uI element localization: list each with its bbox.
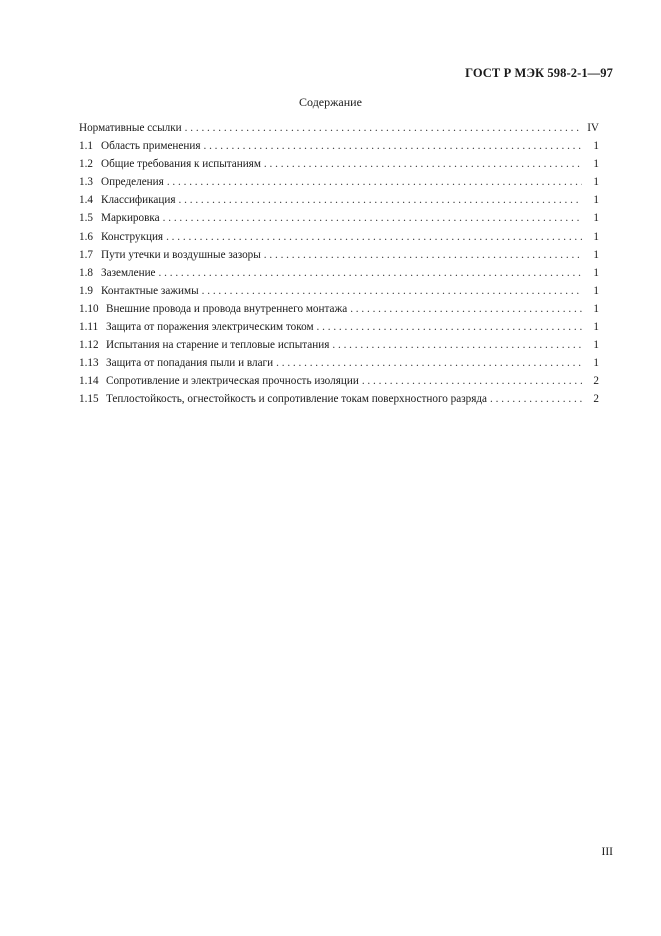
toc-leader-dots: [163, 209, 582, 227]
toc-entry-page: 2: [593, 393, 599, 406]
toc-entry-title: Контактные зажимы: [101, 284, 199, 297]
toc-entry-page: 2: [593, 375, 599, 388]
toc-leader-dots: [317, 318, 582, 336]
toc-leader-dots: [490, 390, 582, 408]
toc-entry-title: Конструкция: [101, 230, 164, 243]
toc-entry-number: 1.9: [79, 284, 93, 297]
toc-entry-page: 1: [593, 230, 599, 243]
toc-entry-page: 1: [593, 176, 599, 189]
toc-entry-1-11[interactable]: [79, 318, 599, 336]
toc-entry-number: 1.14: [79, 375, 99, 388]
toc-entry-1-3[interactable]: [79, 173, 599, 191]
toc-leader-dots: [362, 372, 582, 390]
toc-entry-number: 1.12: [79, 339, 99, 352]
toc-entry-page: 1: [593, 158, 599, 171]
toc-entry-1-1[interactable]: [79, 137, 599, 155]
toc-entry-number: 1.13: [79, 357, 99, 370]
page-number: III: [601, 846, 613, 858]
toc-leader-dots: [166, 228, 582, 246]
toc-leader-dots: [203, 137, 582, 155]
toc-entry-title: Область применения: [101, 140, 201, 153]
toc-entry-page: IV: [587, 122, 599, 134]
toc-entry-number: 1.15: [79, 393, 99, 406]
toc-entry-number: 1.8: [79, 266, 93, 279]
toc-entry-title: Общие требования к испытаниям: [101, 158, 261, 171]
toc-entry-title: Классификация: [101, 194, 176, 207]
toc-entry-1-14[interactable]: [79, 372, 599, 390]
toc-entry-1-15[interactable]: [79, 390, 599, 408]
toc-entry-page: 1: [593, 284, 599, 297]
table-of-contents: [79, 119, 599, 409]
toc-entry-1-8[interactable]: [79, 264, 599, 282]
toc-leader-dots: [264, 246, 582, 264]
toc-leader-dots: [350, 300, 582, 318]
toc-entry-page: 1: [593, 248, 599, 261]
toc-entry-title: Теплостойкость, огнестойкость и сопротивление токам поверхностного разряда: [106, 393, 488, 406]
toc-leader-dots: [332, 336, 582, 354]
toc-entry-1-5[interactable]: [79, 209, 599, 227]
toc-leader-dots: [276, 354, 582, 372]
toc-entry-1-7[interactable]: [79, 246, 599, 264]
toc-entry-number: 1.3: [79, 176, 93, 189]
toc-entry-title: Определения: [101, 176, 164, 189]
document-code: ГОСТ Р МЭК 598-2-1—97: [465, 66, 613, 80]
toc-leader-dots: [202, 282, 582, 300]
toc-entry-number: 1.6: [79, 230, 93, 243]
toc-entry-number: 1.10: [79, 302, 99, 315]
toc-leader-dots: [159, 264, 582, 282]
toc-entry-title: Испытания на старение и тепловые испытания: [106, 339, 330, 352]
toc-entry-title: Маркировка: [101, 212, 160, 225]
toc-entry-1-13[interactable]: [79, 354, 599, 372]
toc-entry-1-4[interactable]: [79, 191, 599, 209]
toc-entry-number: 1.7: [79, 248, 93, 261]
toc-entry-1-10[interactable]: [79, 300, 599, 318]
toc-entry-title: Нормативные ссылки: [79, 122, 182, 134]
toc-entry-number: 1.5: [79, 212, 93, 225]
toc-leader-dots: [264, 155, 582, 173]
toc-entry-title: Защита от поражения электрическим током: [106, 321, 314, 334]
toc-leader-dots: [167, 173, 582, 191]
toc-entry-normative-references[interactable]: [79, 119, 599, 137]
toc-leader-dots: [185, 119, 582, 137]
toc-entry-page: 1: [593, 339, 599, 352]
toc-entry-1-6[interactable]: [79, 228, 599, 246]
toc-entry-title: Пути утечки и воздушные зазоры: [101, 248, 261, 261]
toc-entry-title: Сопротивление и электрическая прочность изоляции: [106, 375, 359, 388]
toc-entry-page: 1: [593, 266, 599, 279]
toc-entry-title: Внешние провода и провода внутреннего монтажа: [106, 302, 348, 315]
toc-entry-title: Защита от попадания пыли и влаги: [106, 357, 274, 370]
toc-entry-page: 1: [593, 357, 599, 370]
toc-entry-1-9[interactable]: [79, 282, 599, 300]
toc-entry-1-12[interactable]: [79, 336, 599, 354]
toc-entry-1-2[interactable]: [79, 155, 599, 173]
toc-entry-page: 1: [593, 321, 599, 334]
toc-entry-page: 1: [593, 194, 599, 207]
toc-entry-page: 1: [593, 212, 599, 225]
toc-entry-number: 1.11: [79, 321, 99, 334]
toc-entry-number: 1.1: [79, 140, 93, 153]
toc-leader-dots: [179, 191, 582, 209]
toc-entry-number: 1.4: [79, 194, 93, 207]
toc-entry-number: 1.2: [79, 158, 93, 171]
toc-entry-page: 1: [593, 140, 599, 153]
toc-title: Содержание: [299, 95, 362, 109]
toc-entry-title: Заземление: [101, 266, 156, 279]
toc-entry-page: 1: [593, 302, 599, 315]
